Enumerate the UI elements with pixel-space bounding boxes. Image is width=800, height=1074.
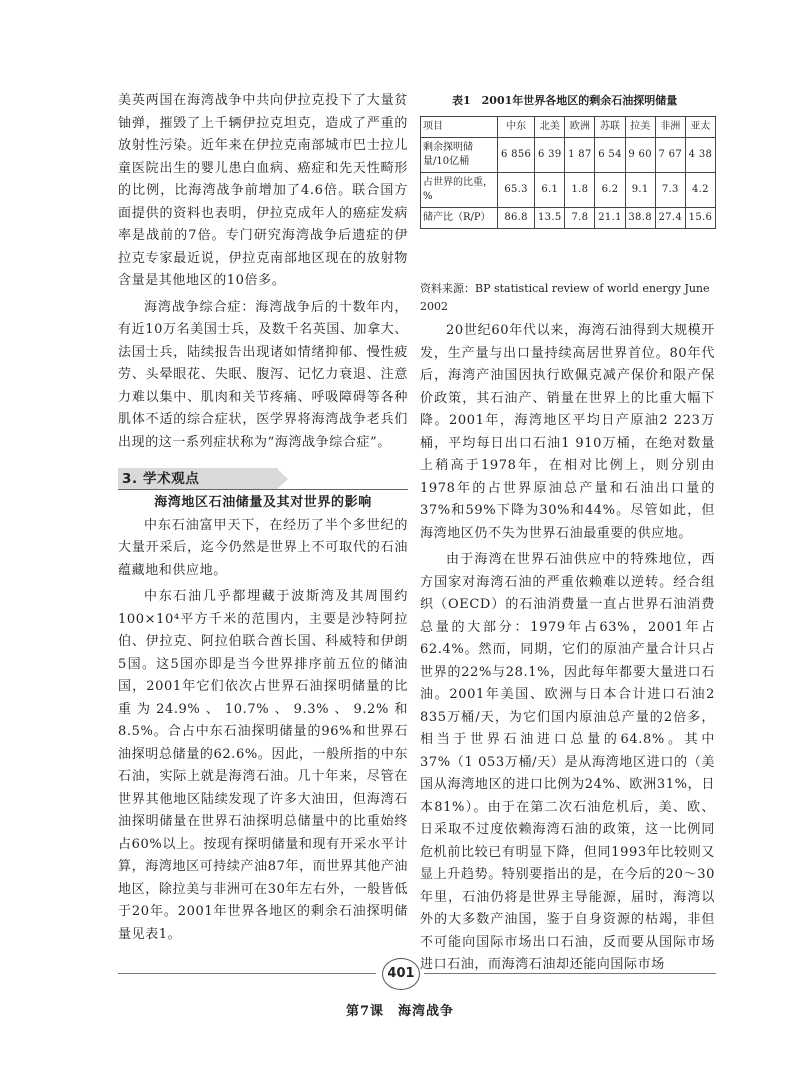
table-cell: 86.8 [498, 208, 535, 229]
right-column [420, 320, 715, 977]
table-cell: 1 87 [565, 138, 595, 173]
paragraph: 中东石油富甲天下，在经历了半个多世纪的大量开采后，迄今仍然是世界上不可取代的石油蕴藏地和供应地。 [118, 517, 408, 578]
reserves-table [420, 116, 716, 229]
footer-rule-right [424, 973, 716, 974]
table-header-cell: 拉美 [625, 117, 655, 138]
table-header-cell: 中东 [498, 117, 535, 138]
table-cell: 7.8 [565, 208, 595, 229]
table-cell: 6 856 [498, 138, 535, 173]
section-title: 3. 学术观点 [122, 471, 200, 487]
table-cell: 27.4 [655, 208, 685, 229]
table-header-cell: 欧洲 [565, 117, 595, 138]
footer-rule-left [118, 973, 376, 974]
paragraph: 20世纪60年代以来，海湾石油得到大规模开发，生产量与出口量持续高居世界首位。80年代后，海湾产油国因执行欧佩克减产保价和限产保价政策，其石油产、销量在世界上的比重大幅下降。2001年，海湾地区平均日产原油2 223万桶，平均每日出口石油1 910万桶，在绝对数量上稍高于1978年，在相对比例上，则分别由1978年的占世界原油总产量和石油出口量的37%和59%下降为30%和44%。尽管如此，但海湾地区仍不失为世界石油最重要的供应地。 [420, 323, 715, 541]
table-cell: 4 38 [685, 138, 715, 173]
table-row [421, 138, 716, 173]
table-header-cell: 北美 [535, 117, 565, 138]
table-row [421, 173, 716, 208]
table-cell: 38.8 [625, 208, 655, 229]
table-cell: 21.1 [595, 208, 625, 229]
table-cell: 6 39 [535, 138, 565, 173]
table-header-cell: 苏联 [595, 117, 625, 138]
row-label: 剩余探明储量/10亿桶 [421, 138, 498, 173]
table-cell: 15.6 [685, 208, 715, 229]
left-column [118, 90, 408, 946]
table-cell: 65.3 [498, 173, 535, 208]
table-row [421, 208, 716, 229]
table-cell: 13.5 [535, 208, 565, 229]
table-cell: 7.3 [655, 173, 685, 208]
paragraph: 中东石油几乎都埋藏于波斯湾及其周围约100×10⁴平方千米的范围内，主要是沙特阿拉伯、伊拉克、阿拉伯联合酋长国、科威特和伊朗5国。这5国亦即是当今世界排序前五位的储油国，2001年它们依次占世界石油探明储量的比重为24.9%、10.7%、9.3%、9.2%和8.5%。合占中东石油探明储量的96%和世界石油探明总储量的62.6%。因此，一般所指的中东石油，实际上就是海湾石油。几十年来，尽管在世界其他地区陆续发现了许多大油田，但海湾石油探明储量在世界石油探明总储量中的比重始终占60%以上。按现有探明储量和现有开采水平计算，海湾地区可持续产油87年，而世界其他产油地区，除拉美与非洲可在30年左右外，一般皆低于20年。2001年世界各地区的剩余石油探明储量见表1。 [118, 589, 408, 942]
table-cell: 4.2 [685, 173, 715, 208]
table-cell: 7 67 [655, 138, 685, 173]
row-label: 储产比（R/P） [421, 208, 498, 229]
subheading: 海湾地区石油储量及其对世界的影响 [154, 495, 372, 510]
row-label: 占世界的比重，% [421, 173, 498, 208]
table-cell: 6 54 [595, 138, 625, 173]
table-cell: 6.2 [595, 173, 625, 208]
running-footer: 第7课 海湾战争 [345, 1004, 455, 1019]
paragraph: 美英两国在海湾战争中共向伊拉克投下了大量贫铀弹，摧毁了上千辆伊拉克坦克，造成了严重的放射性污染。近年来在伊拉克南部城市巴士拉儿童医院出生的婴儿患白血病、癌症和先天性畸形的比例，比海湾战争前增加了4.6倍。联合国方面提供的资料也表明，伊拉克成年人的癌症发病率是战前的7倍。专门研究海湾战争后遗症的伊拉克专家最近说，伊拉克南部地区现在的放射物含量是其他地区的10倍多。 [118, 93, 408, 288]
table-header-row [421, 117, 716, 138]
table-header-cell: 项目 [421, 117, 498, 138]
table-caption: 表1 2001年世界各地区的剩余石油探明储量 [452, 94, 678, 107]
table-cell: 9.1 [625, 173, 655, 208]
page-number: 401 [382, 958, 420, 990]
table-cell: 6.1 [535, 173, 565, 208]
section-heading [118, 468, 408, 490]
table-cell: 1.8 [565, 173, 595, 208]
paragraph: 海湾战争综合症：海湾战争后的十数年内，有近10万名美国士兵，及数千名英国、加拿大、法国士兵，陆续报告出现诸如情绪抑郁、慢性疲劳、头晕眼花、失眠、腹泻、记忆力衰退、注意力难以集中、肌肉和关节疼痛、呼吸障碍等各种肌体不适的综合症状，医学界将海湾战争老兵们出现的这一系列症状称为“海湾战争综合症”。 [118, 299, 408, 450]
table-cell: 9 60 [625, 138, 655, 173]
table-header-cell: 非洲 [655, 117, 685, 138]
table-source-note: 资料来源：BP statistical review of world energy June 2002 [420, 282, 710, 313]
paragraph: 由于海湾在世界石油供应中的特殊地位，西方国家对海湾石油的严重依赖难以逆转。经合组织（OECD）的石油消费量一直占世界石油消费总量的大部分：1979年占63%，2001年占62.4%。然而，同期，它们的原油产量合计只占世界的22%与28.1%，因此每年都要大量进口石油。2001年美国、欧洲与日本合计进口石油2 835万桶/天，为它们国内原油总产量的2倍多，相当于世界石油进口总量的64.8%。其中37%（1 053万桶/天）是从海湾地区进口的（美国从海湾地区的进口比例为24%、欧洲31%，日本81%）。由于在第二次石油危机后，美、欧、日采取不过度依赖海湾石油的政策，这一比例同危机前比较已有明显下降，但同1993年比较则又显上升趋势。特别要指出的是，在今后的20～30年里，石油仍将是世界主导能源，届时，海湾以外的大多数产油国，鉴于自身资源的枯竭，非但不可能向国际市场出口石油，反而要从国际市场进口石油，而海湾石油却还能向国际市场 [420, 552, 715, 972]
table-header-cell: 亚太 [685, 117, 715, 138]
